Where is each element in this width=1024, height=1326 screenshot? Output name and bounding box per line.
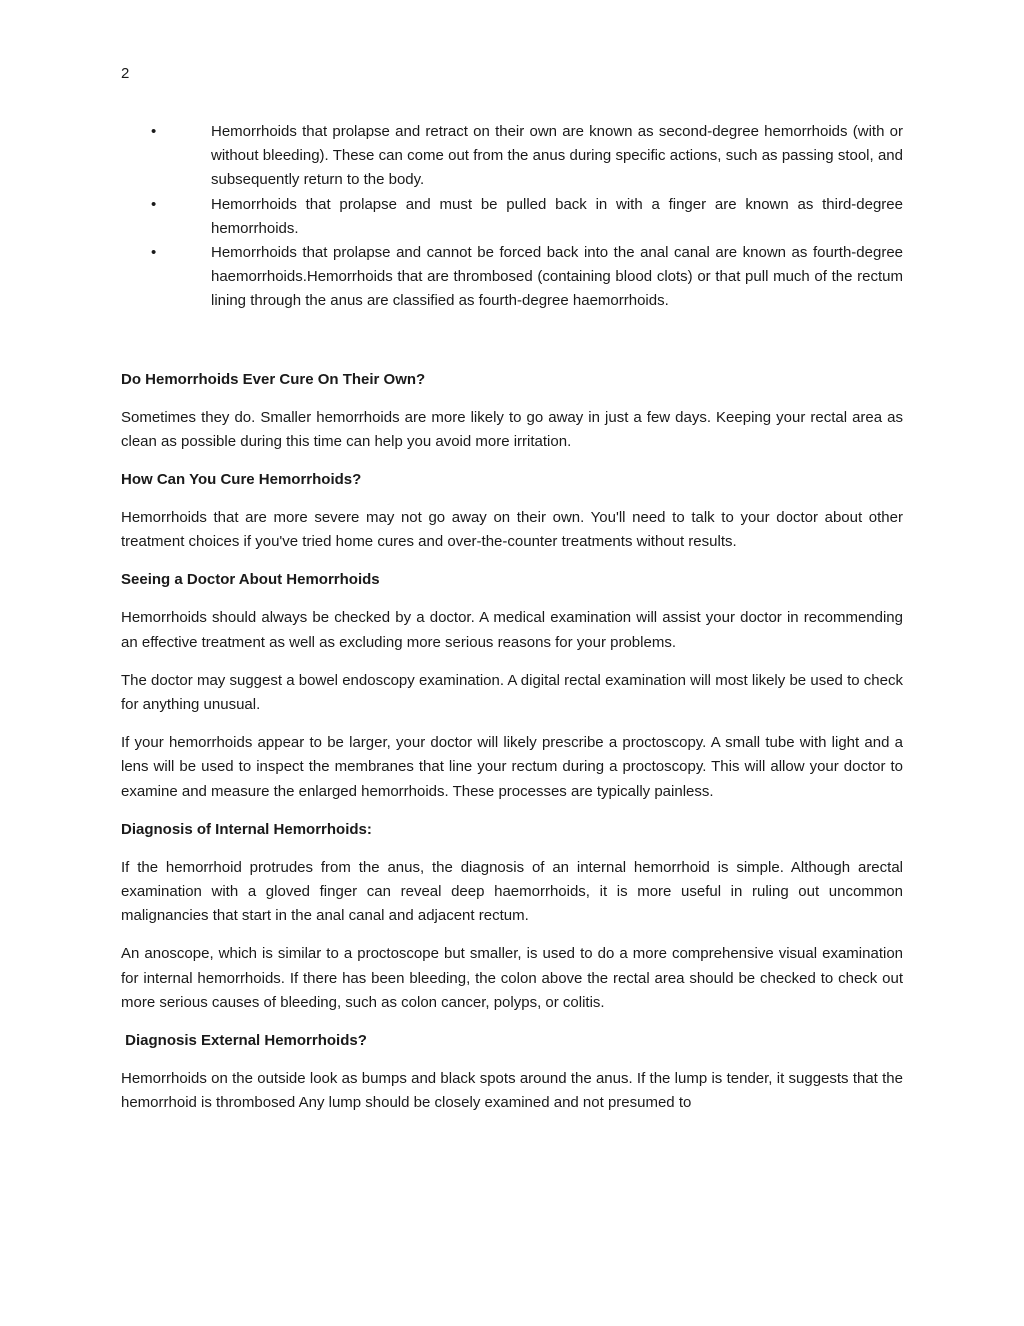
paragraph: Sometimes they do. Smaller hemorrhoids are more likely to go away in just a few days. Keeping your rectal area as clean as possible during this time can help you avoid more irritation. [121, 408, 903, 450]
paragraph: If the hemorrhoid protrudes from the anus, the diagnosis of an internal hemorrhoid is simple. Although arectal examination with a gloved finger can reveal deep haemorrhoids, it is more useful in ruling out uncommon malignancies that start in the anal canal and adjacent rectum. [121, 858, 903, 925]
bullet-item-third-degree [121, 193, 903, 241]
section-spacer [121, 314, 903, 368]
bullet-text: Hemorrhoids that prolapse and cannot be forced back into the anal canal are known as fourth-degree haemorrhoids.Hemorrhoids that are thrombosed (containing blood clots) or that pull much of the rectum lining through the anus are classified as fourth-degree haemorrhoids. [211, 244, 903, 310]
section-how-to-cure [121, 468, 903, 554]
section-heading: Diagnosis External Hemorrhoids? [121, 1032, 367, 1050]
bullet-item-fourth-degree [121, 241, 903, 314]
paragraph: Hemorrhoids on the outside look as bumps and black spots around the anus. If the lump is tender, it suggests that the hemorrhoid is thrombosed Any lump should be closely examined and not presumed to [121, 1070, 903, 1112]
section-heading: Diagnosis of Internal Hemorrhoids: [121, 820, 372, 838]
section-seeing-doctor [121, 568, 903, 803]
section-heading: How Can You Cure Hemorrhoids? [121, 471, 362, 489]
section-external-diagnosis [121, 1029, 903, 1115]
bullet-icon: • [151, 244, 157, 262]
section-internal-diagnosis [121, 818, 903, 1015]
section-cure-on-own [121, 368, 903, 454]
paragraph: An anoscope, which is similar to a proctoscope but smaller, is used to do a more comprehensive visual examination for internal hemorrhoids. If there has been bleeding, the colon above the rectal area should be checked to check out more serious causes of bleeding, such as colon cancer, polyps, or colitis. [121, 945, 903, 1011]
bullet-icon: • [151, 123, 157, 140]
bullet-icon: • [151, 195, 157, 213]
bullet-text: Hemorrhoids that prolapse and must be pulled back in with a finger are known as third-degree hemorrhoids. [211, 195, 903, 237]
bullet-text: Hemorrhoids that prolapse and retract on their own are known as second-degree hemorrhoids (with or without bleeding). These can come out from the anus during specific actions, such as passing stool, and subsequently return to the body. [211, 123, 903, 189]
degree-bullet-list [121, 120, 903, 314]
page-number: 2 [121, 65, 130, 82]
paragraph: Hemorrhoids that are more severe may not go away on their own. You'll need to talk to your doctor about other treatment choices if you've tried home cures and over-the-counter treatments without results. [121, 509, 903, 551]
bullet-item-second-degree [121, 120, 903, 193]
paragraph: The doctor may suggest a bowel endoscopy examination. A digital rectal examination will most likely be used to check for anything unusual. [121, 671, 903, 714]
paragraph: If your hemorrhoids appear to be larger, your doctor will likely prescribe a proctoscopy. A small tube with light and a lens will be used to inspect the membranes that line your rectum during a proctoscopy. This will allow your doctor to examine and measure the enlarged hemorrhoids. These processes are typically painless. [121, 734, 903, 800]
section-heading: Seeing a Doctor About Hemorrhoids [121, 571, 380, 589]
section-heading: Do Hemorrhoids Ever Cure On Their Own? [121, 370, 426, 388]
paragraph: Hemorrhoids should always be checked by a doctor. A medical examination will assist your doctor in recommending an effective treatment as well as excluding more serious reasons for your problems. [121, 609, 903, 651]
